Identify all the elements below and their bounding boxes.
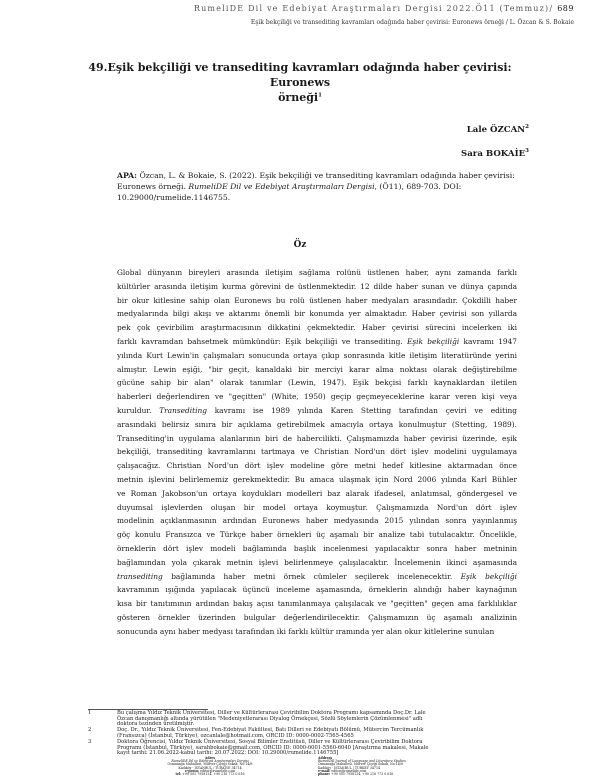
abstract-line: pek çok çevirbilim araştırmacısının dikkatini çekmektedir. Haber çevirisi sürecini incelerken iki bbox=[117, 323, 517, 333]
abstract-body bbox=[117, 266, 517, 639]
running-title: Eşik bekçiliği ve transediting kavramları odağında haber çevirisi: Euronews örneği / L. Özcan & S. Bokaie bbox=[250, 19, 574, 26]
abstract-line: bekçiliği, transediting kavramlarını tartmaya ve Christian Nord'un dört işlev modelini uygulamaya bbox=[117, 447, 517, 457]
abstract-line: transediting bağlamında haber metni örnek cümleler seçilerek incelenecektir. Eşik bekçiliği bbox=[117, 571, 517, 581]
footnote-number: 1 bbox=[88, 710, 92, 716]
footnote-marker[interactable]: 3 bbox=[525, 148, 529, 155]
journal-name: RumeliDE Dil ve Edebiyat Araştırmaları Dergisi bbox=[188, 182, 375, 192]
running-header bbox=[194, 4, 574, 13]
footnote-number: 2 bbox=[88, 727, 92, 733]
abstract-line: farklı kavramdan bahsetmek mümkündür: Eşik bekçiliği ve transediting. Eşik bekçiliği kavramı 1947 bbox=[117, 336, 517, 346]
abstract-line: bir okur kitlesine sahip olan Euronews bu rolü üstlenen haber medyaları arasındadır. Çokdilli haber bbox=[117, 295, 517, 305]
abstract-line: ve Roman Jakobson'un ortaya koydukları modelleri baz alarak ifadesel, anlatımsal, göndergesel ve bbox=[117, 488, 517, 498]
email-link[interactable]: editor@rumelide.com bbox=[330, 768, 367, 773]
abstract-line: Transediting'in uygulama alanlarının biri de habercilikti. Çalışmamızda haber çevirisi üzerinde, eşik bbox=[117, 433, 517, 443]
abstract-line: kavramının ışığında yapılacak üçüncü inceleme aşamasında, örneklerin alındığı haber kaynağının bbox=[117, 585, 517, 595]
footnote-1: 1 Bu çalışma Yıldız Teknik Üniversitesi, Diller ve Kültürlerarası Çeviribilim Doktora Programı kapsamında Doç.Dr. Lale Özcan danışmanlığı altında yürütülen "Medeniyetlerarası Diyalog Örnekçesi, Sözlü Söylemlerin Çözümlenmesi" adlı doktora tezinden üretilmiştir. bbox=[88, 710, 426, 728]
address-turkish: Adres RumeliDE Dil ve Edebiyat Araştırmaları Dergisi Osmanağa Mahallesi, Mürver Çiçeği Sokak, No:14/8 Kadıköy - İSTANBUL / TÜRKİYE 34714 e-posta: editor@rumelide.com tel: +90 505 7958124, +90 216 773 0 616 bbox=[167, 756, 253, 776]
title-line-1: 49.Eşik bekçiliği ve transediting kavramları odağında haber çevirisi: Euronews bbox=[88, 61, 512, 89]
footnote-3: 3 Doktora Öğrencisi, Yıldız Teknik Üniversitesi, Sosyal Bilimler Enstitüsü, Diller ve Kültürlerarası Çeviribilim Doktora Programı (İstanbul, Türkiye), sarahbokaie@gmail.com, ORCID ID: 0000-0001-5560-6040 [Araştırma makalesi, Makale kayıt tarihi: 21.06.2022-kabul tarihi: 20.07.2022; DOI: 10.29000/rumelide.1146755] bbox=[88, 739, 429, 757]
abstract-line: duyumsal işlevlerden oluşan bir model ortaya koymuştur. Çalışmamızda Nord'un dört işlev bbox=[117, 502, 517, 512]
abstract-line: metnin işlevini belirlememiz gerekmektedir. Bu amaca ulaşmak için Nord 2006 yılında Karl Bühler bbox=[117, 474, 517, 484]
footnote-marker[interactable]: 1 bbox=[318, 92, 322, 99]
abstract-line: gücüne sahip bir alan" olarak tanımlar (Lewin, 1947). Eşik bekçisi farklı kaynaklardan iletilen bbox=[117, 378, 517, 388]
page-number: 689 bbox=[557, 4, 574, 13]
abstract-line: arasındaki belirsiz sınıra bir açıklama getirebilmek amacıyla ortaya konulmuştur (Stetting, 1989). bbox=[117, 419, 517, 429]
abstract-line: kısa bir tanıtımının ardından bakış açısı tanımlanmaya çalışılacak ve "geçitten" geçen ama farklılıklar bbox=[117, 599, 517, 609]
footnote-marker[interactable]: 2 bbox=[525, 124, 529, 131]
abstract-line: haberleri değerlendiren ve "geçitten" (White, 1950) geçip geçmeyeceklerine karar veren kişi veya bbox=[117, 392, 517, 402]
author-1: Lale ÖZCAN$^2$ bbox=[466, 124, 529, 135]
abstract-line: bağlamından yola çıkarak metnin işlevi belirlenmeye çalışılacaktır. İncelemenin ikinci aşamasında bbox=[117, 557, 517, 567]
email-link[interactable]: editor@rumelide.com bbox=[199, 768, 236, 773]
abstract-line: Global dünyanın bireyleri arasında iletişim sağlama rolünü üstlenen haber, aynı zamanda farklı bbox=[117, 268, 517, 277]
abstract-heading: Öz bbox=[293, 240, 307, 250]
abstract-line: kuruldur. Transediting kavramı ise 1989 yılında Karen Stetting tarafından çeviri ve editing bbox=[117, 405, 517, 415]
author-2: Sara BOKAİE$^3$ bbox=[461, 148, 529, 159]
abstract-line: örneklerin dört işlev modeli bağlamında başlık incelenmesi yapılacaktır sonra haber metninin bbox=[117, 543, 517, 553]
abstract-line: yılında Kurt Lewin'in çalışmaları sonucunda ortaya çıkıp sonrasında kitle iletişim literatüründe yerini bbox=[117, 350, 517, 360]
footnote-2: 2 Doç. Dr., Yıldız Teknik Üniversitesi, Fen-Edebiyat Fakültesi, Batı Dilleri ve Edebiyatı Bölümü, Mütercim Tercümanlık (Fransızca) (İstanbul, Türkiye), ozcanlale@hotmail.com, ORCID ID: 0000-0002-7565-4565 bbox=[88, 727, 424, 739]
abstract-line: kültürler arasında iletişim kurma görevini de üstlenmektedir. 12 dilde haber sunan ve dünya çapında bbox=[117, 281, 517, 291]
apa-citation: APA: Özcan, L. & Bokaie, S. (2022). Eşik bekçiliği ve transediting kavramları odağında haber çevirisi: Euronews örneği. RumeliDE Dil ve Edebiyat Araştırmaları Dergisi, (Ö11), 689-703. DOI: 10.29000/rumelide.1146755. bbox=[117, 171, 515, 203]
abstract-line: medyalarında bilgi akışı ve aktarımı önemli bir konumda yer almaktadır. Haber çevirisi son yıllarda bbox=[117, 309, 517, 319]
address-english: Address RumeliDE Journal of Language and Literature Studies Osmanağa Mahallesi, Mürver Çiçeği Sokak, No:14/8 Kadıköy - İSTANBUL / TURKEY 34714 e-mail: editor@rumelide.com phone: +90 505 7958124, +90 216 773 0 616 bbox=[318, 756, 406, 776]
title-line-2: örneği bbox=[278, 91, 319, 104]
abstract-line: göç konulu Fransızca ve Türkçe haber örnekleri üç aşamalı bir analize tabi tutulacaktır. Öncelikle, bbox=[117, 530, 517, 540]
footnote-number: 3 bbox=[88, 739, 92, 745]
article-title bbox=[60, 60, 540, 105]
abstract-line: gösteren örnekler üzerinden bulgular değerlendirilecektir. Çalışmamızın üç aşamalı analizinin bbox=[117, 612, 517, 622]
abstract-line: sonucunda aynı haber medyası tarafından iki farklı kültür ıramında yer alan okur kitlelerine sunulan bbox=[117, 626, 495, 636]
journal-running-title: RumeliDE Dil ve Edebiyat Araştırmaları Dergisi 2022.Ö11 (Temmuz)/ bbox=[193, 4, 554, 13]
citation-label: APA: bbox=[117, 171, 137, 180]
abstract-line: almıştır. Lewin eşiği, "bir geçit, kanaldaki bir merciyi karar alma noktası olarak değiştirebilme bbox=[117, 364, 517, 374]
citation-doi[interactable]: 10.29000/rumelide.1146755. bbox=[117, 193, 231, 203]
abstract-line: modelinin açıklanmasının ardından Euronews haber medyasında 2015 yılından sonra yayınlanmış bbox=[117, 516, 517, 526]
abstract-line: çalışacağız. Christian Nord'un dört işlev modeline göre metni hedef kitlesine aktarmadan önce bbox=[117, 461, 517, 471]
